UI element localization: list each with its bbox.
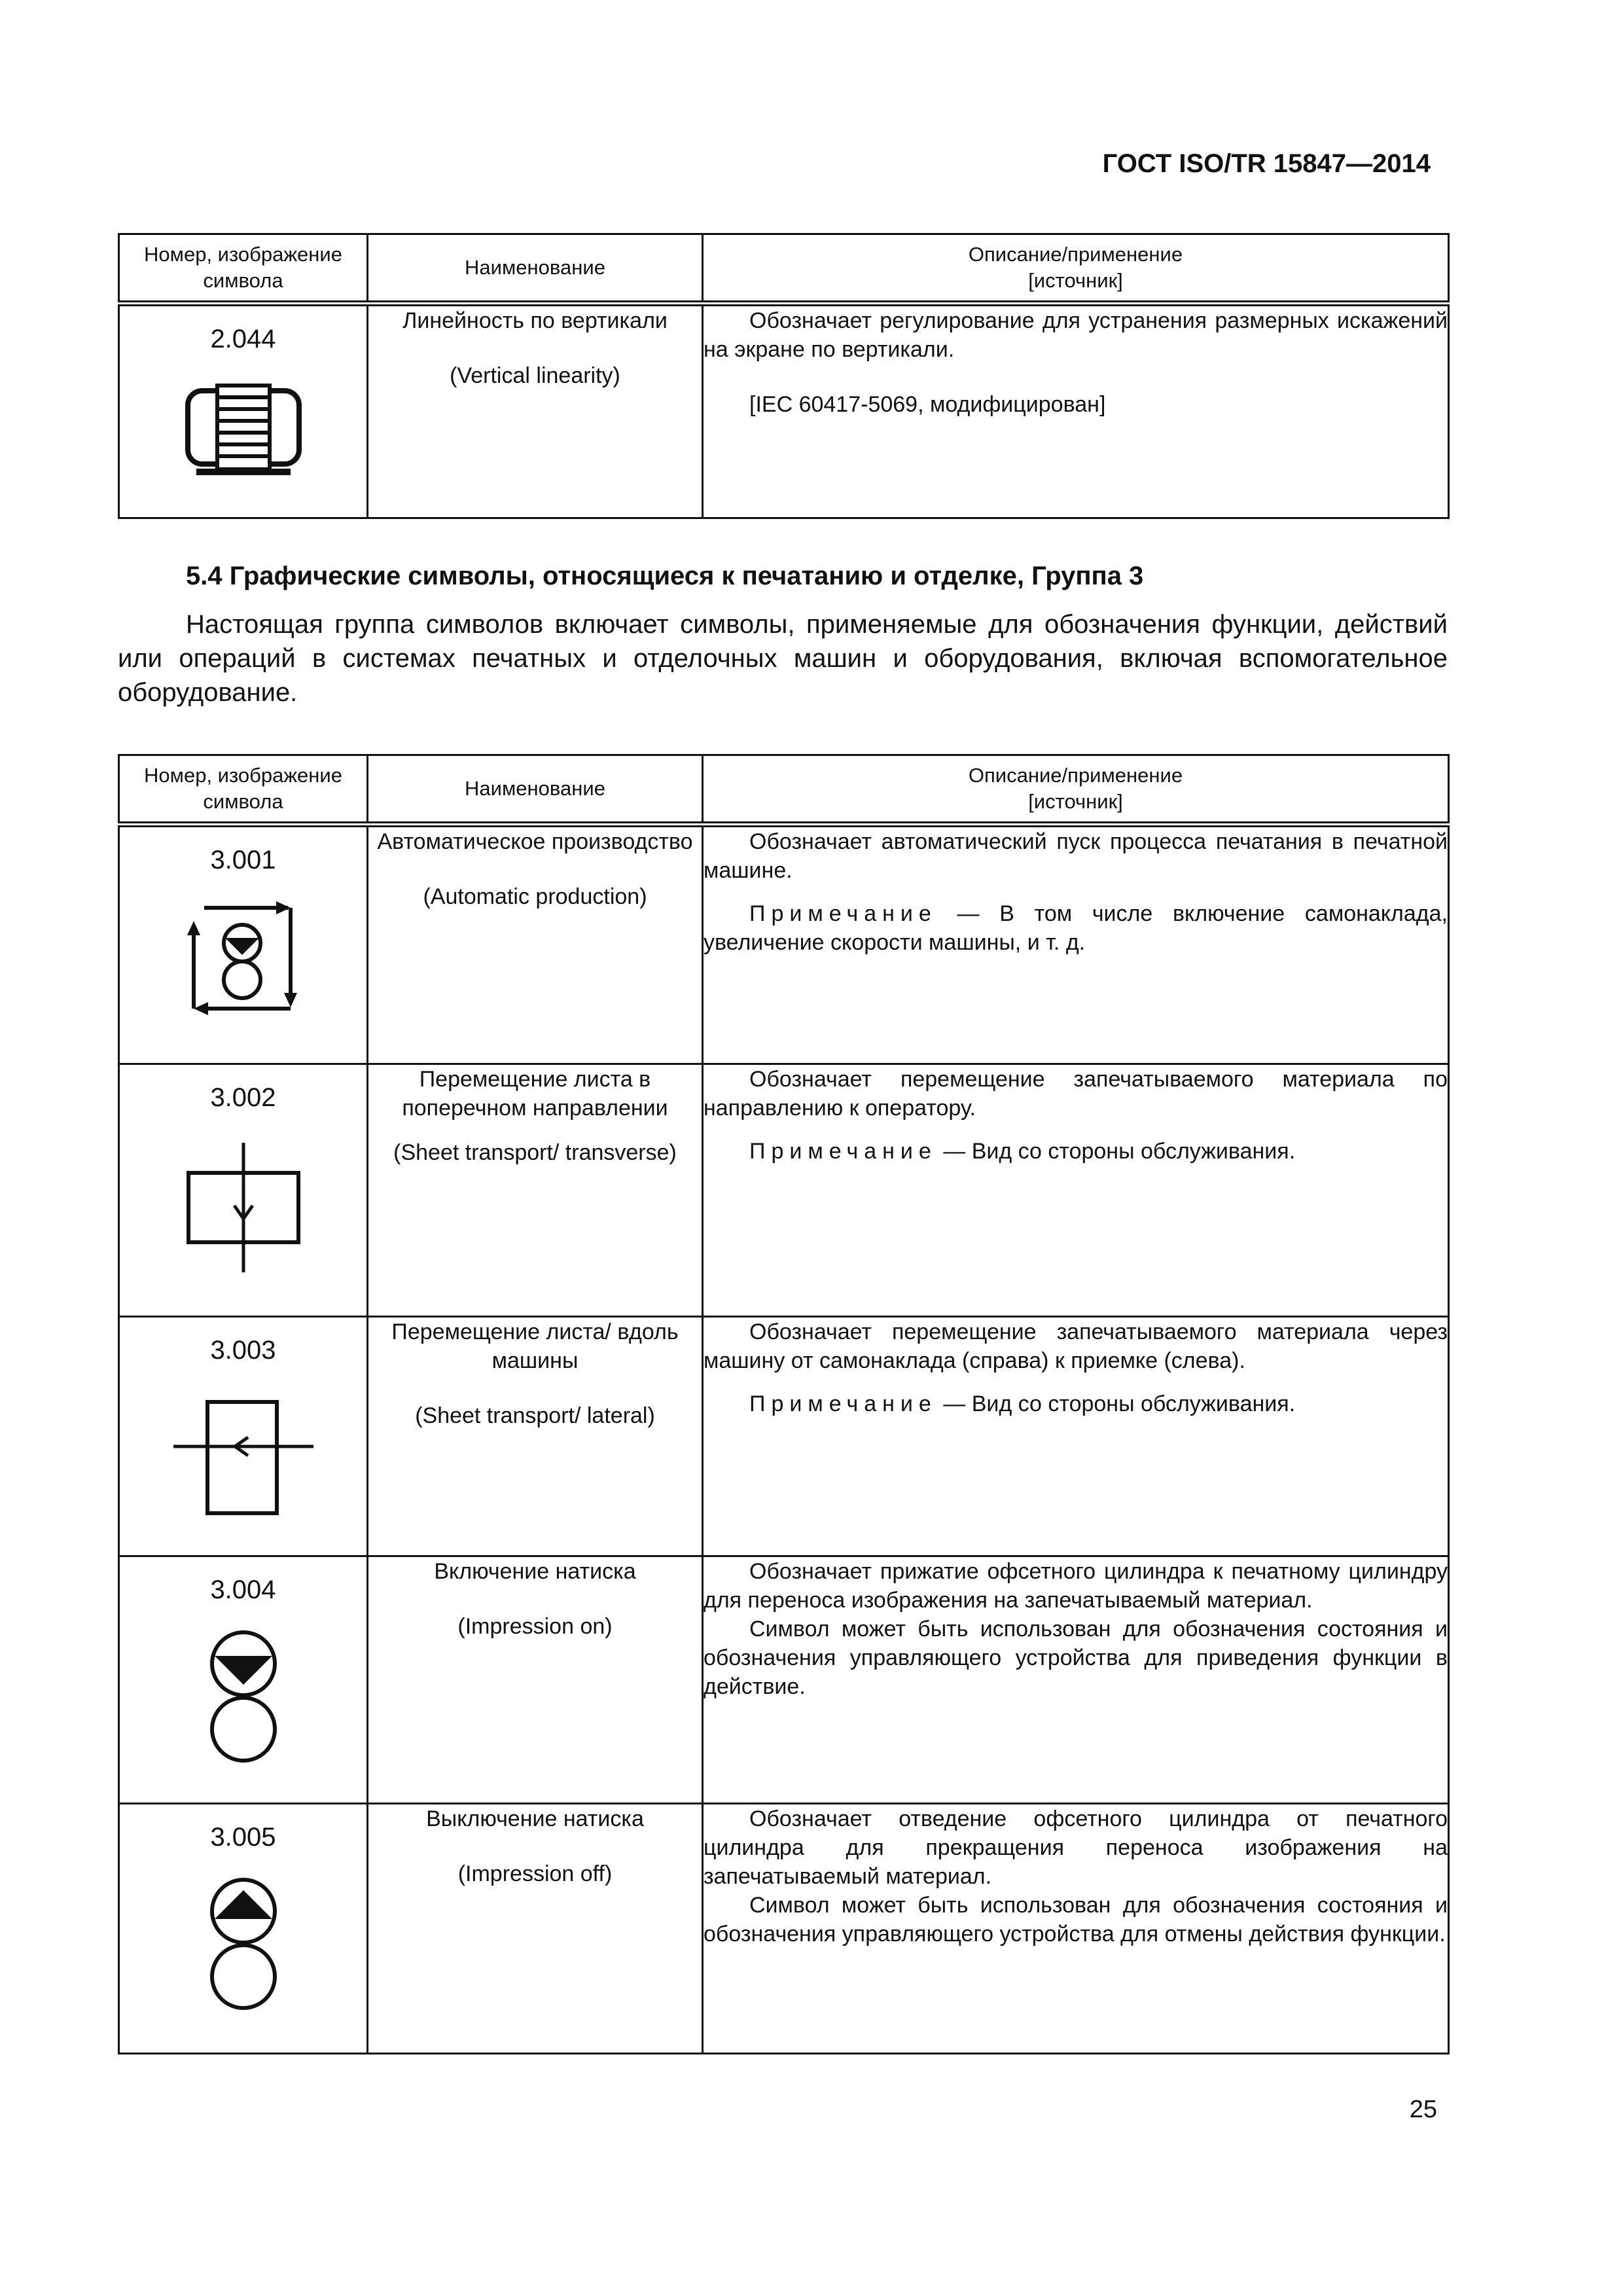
impression-off-icon <box>178 1872 309 2016</box>
name-en: (Impression on) <box>457 1614 613 1639</box>
symbol-cell <box>119 1804 368 2054</box>
name-cell <box>368 304 703 518</box>
symbol-cell <box>119 304 368 518</box>
description-cell <box>703 1064 1449 1317</box>
description-cell <box>703 1317 1449 1556</box>
description-cell <box>703 1556 1449 1804</box>
section-paragraph: Настоящая группа символов включает символы, применяемые для обозначения функции, действий или операций в системах печатных и отделочных машин и оборудования, включая вспомогательное оборудование. <box>118 610 1448 707</box>
name-ru: Перемещение листа в поперечном направлении <box>402 1067 668 1121</box>
description-cell <box>703 1804 1449 2054</box>
description-text: Обозначает регулирование для устранения размерных искажений на экране по вертикали. <box>704 308 1448 362</box>
table-row <box>119 1317 1449 1556</box>
symbol-number: 2.044 <box>210 325 276 353</box>
table-header-row <box>119 234 1449 304</box>
name-ru: Включение натиска <box>434 1559 636 1584</box>
header-name: Наименование <box>368 755 703 825</box>
table-header-row <box>119 755 1449 825</box>
name-en: (Sheet transport/ transverse) <box>393 1140 677 1165</box>
description-text: Обозначает перемещение запечатываемого материала через машину от самонаклада (справа) к приемке (слева). <box>704 1319 1448 1373</box>
name-en: (Automatic production) <box>423 884 647 909</box>
description-cell <box>703 304 1449 518</box>
name-cell <box>368 1556 703 1804</box>
description-text: Обозначает автоматический пуск процесса печатания в печатной машине. <box>704 829 1448 883</box>
name-cell <box>368 1317 703 1556</box>
header-description: Описание/применение [источник] <box>703 234 1449 304</box>
name-cell <box>368 1064 703 1317</box>
impression-on-icon <box>178 1624 309 1768</box>
header-name: Наименование <box>368 234 703 304</box>
sheet-transport-lateral-icon <box>168 1391 319 1516</box>
description-text: Обозначает прижатие офсетного цилиндра к печатному цилиндру для переноса изображения на запечатываемый материал. <box>704 1559 1448 1613</box>
vertical-linearity-icon <box>178 379 309 484</box>
name-cell <box>368 825 703 1064</box>
automatic-production-icon <box>178 897 309 1022</box>
name-cell <box>368 1804 703 2054</box>
name-ru: Выключение натиска <box>426 1806 644 1831</box>
header-number-image: Номер, изображение символа <box>119 234 368 304</box>
section-title: 5.4 Графические символы, относящиеся к печатанию и отделке, Группа 3 <box>186 562 1144 590</box>
header-description: Описание/применение [источник] <box>703 755 1449 825</box>
symbol-cell <box>119 1064 368 1317</box>
name-en: (Impression off) <box>457 1861 613 1886</box>
table-row <box>119 825 1449 1064</box>
symbol-number: 3.004 <box>210 1575 276 1604</box>
source-reference: [IEC 60417-5069, модифицирован] <box>749 392 1106 417</box>
description-text-2: Символ может быть использован для обозначения состояния и обозначения управляющего устройства для отмены действия функции. <box>704 1893 1448 1946</box>
symbols-table-1 <box>118 233 1450 519</box>
table-row <box>119 304 1449 518</box>
note-text: Примечание — Вид со стороны обслуживания. <box>749 1139 1296 1164</box>
name-en: (Vertical linearity) <box>450 363 620 388</box>
symbol-number: 3.002 <box>210 1083 276 1112</box>
symbol-cell <box>119 1317 368 1556</box>
table-row <box>119 1804 1449 2054</box>
note-text: Примечание — В том числе включение самонаклада, увеличение скорости машины, и т. д. <box>704 901 1448 955</box>
note-text: Примечание — Вид со стороны обслуживания. <box>749 1391 1296 1416</box>
symbols-table-2 <box>118 754 1450 2054</box>
table-row <box>119 1556 1449 1804</box>
symbol-number: 3.003 <box>210 1336 276 1365</box>
table-row <box>119 1064 1449 1317</box>
symbol-number: 3.005 <box>210 1823 276 1852</box>
name-en: (Sheet transport/ lateral) <box>415 1403 655 1428</box>
description-text-2: Символ может быть использован для обозначения состояния и обозначения управляющего устройства для приведения функции в действие. <box>704 1617 1448 1699</box>
symbol-number: 3.001 <box>210 846 276 874</box>
description-cell <box>703 825 1449 1064</box>
description-text: Обозначает перемещение запечатываемого материала по направлению к оператору. <box>704 1067 1448 1121</box>
description-text: Обозначает отведение офсетного цилиндра от печатного цилиндра для прекращения переноса изображения на запечатываемый материал. <box>704 1806 1448 1889</box>
sheet-transport-transverse-icon <box>178 1139 309 1276</box>
name-ru: Линейность по вертикали <box>402 308 668 333</box>
document-code: ГОСТ ISO/TR 15847—2014 <box>1102 149 1431 178</box>
header-number-image: Номер, изображение символа <box>119 755 368 825</box>
symbol-cell <box>119 1556 368 1804</box>
name-ru: Автоматическое производство <box>377 829 693 854</box>
name-ru: Перемещение листа/ вдоль машины <box>391 1319 679 1373</box>
page-number: 25 <box>1409 2096 1437 2123</box>
symbol-cell <box>119 825 368 1064</box>
